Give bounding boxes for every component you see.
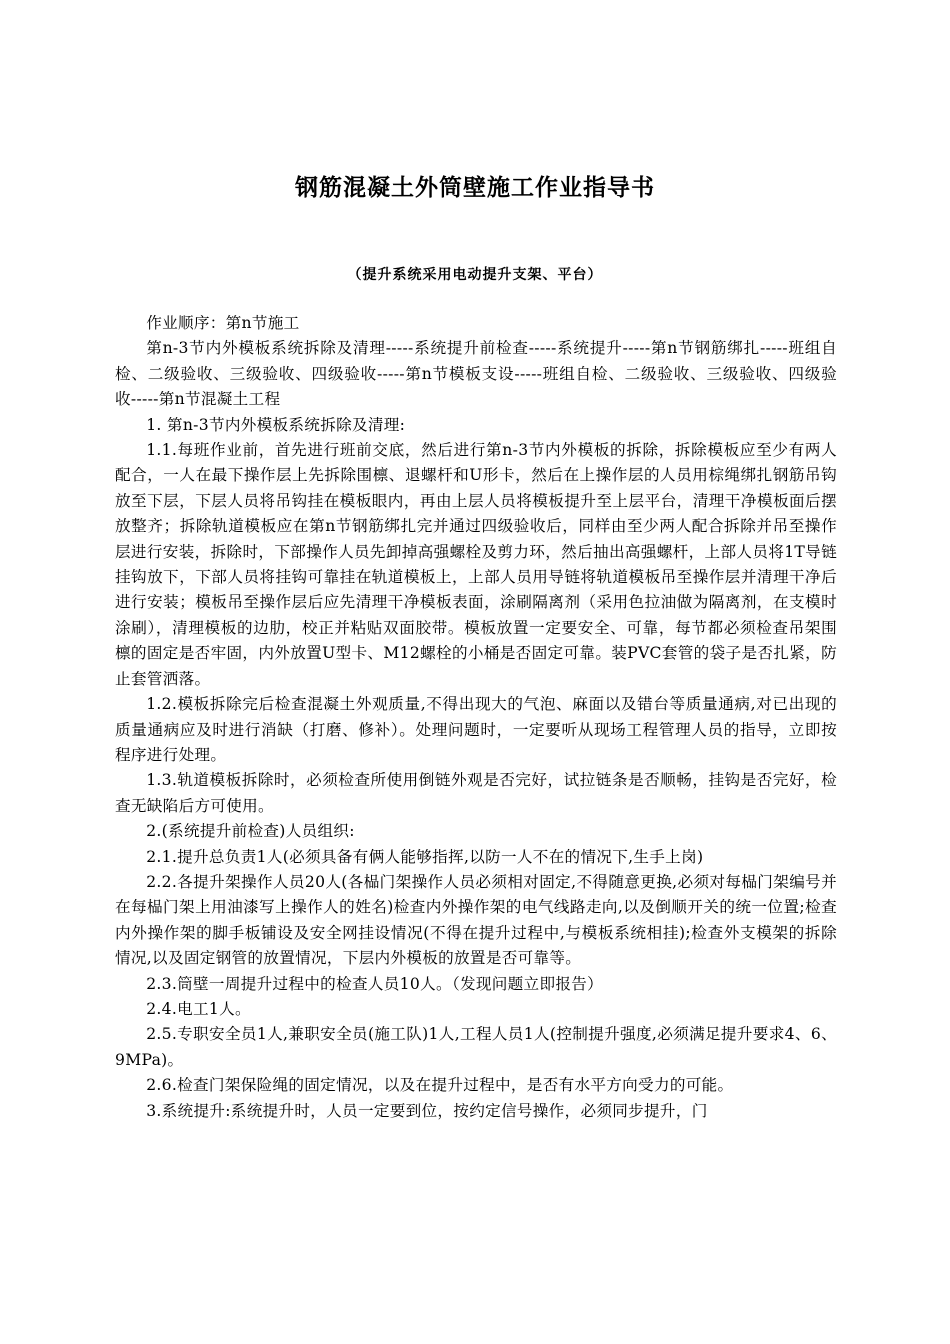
paragraph-2-4: 2.4.电工1人。 [146,999,251,1018]
paragraph-sequence-label: 作业顺序：第n节施工 [146,314,300,332]
paragraph-2-1: 2.1.提升总负责1人(必须具备有俩人能够指挥,以防一人不在的情况下,生手上岗) [146,847,704,866]
paragraph-1-1: 1.1.每班作业前，首先进行班前交底，然后进行第n-3节内外模板的拆除，拆除模板应至少有两人配合，一人在最下操作层上先拆除围檩、退螺杆和U形卡，然后在上操作层的人员用棕绳绑扎钢筋吊钩放至下层，下层人员将吊钩挂在模板眼内，再由上层人员将模板提升至上层平台，清理干净模板面后摆放整齐；拆除轨道模板应在第n节钢筋绑扎完并通过四级验收后，同样由至少两人配合拆除并吊至操作层进行安装，拆除时，下部操作人员先卸掉高强螺栓及剪力环，然后抽出高强螺杆，上部人员将1T导链挂钩放下，下部人员将挂钩可靠挂在轨道模板上，上部人员用导链将轨道模板吊至操作层并清理干净后进行安装；模板吊至操作层后应先清理干净模板表面，涂刷隔离剂（采用色拉油做为隔离剂，在支模时涂刷），清理模板的边肋，校正并粘贴双面胶带。模板放置一定要安全、可靠，每节都必须检查吊架围檩的固定是否牢固，内外放置U型卡、M12螺栓的小桶是否固定可靠。装PVC套管的袋子是否扎紧，防止套管洒落。 [115,441,837,688]
document-title: 钢筋混凝土外筒壁施工作业指导书 [295,174,655,201]
paragraph-1-3: 1.3.轨道模板拆除时，必须检查所使用倒链外观是否完好，试拉链条是否顺畅，挂钩是否完好，检查无缺陷后方可使用。 [115,771,837,815]
document-body [115,311,837,1124]
paragraph-2-6: 2.6.检查门架保险绳的固定情况，以及在提升过程中，是否有水平方向受力的可能。 [146,1076,734,1095]
paragraph-section-1-heading: 1. 第n-3节内外模板系统拆除及清理: [146,415,406,434]
paragraph-section-2-heading: 2.(系统提升前检查)人员组织: [146,822,355,841]
paragraph-section-3: 3.系统提升:系统提升时，人员一定要到位，按约定信号操作，必须同步提升，门 [146,1101,708,1120]
paragraph-sequence-steps: 第n-3节内外模板系统拆除及清理-----系统提升前检查-----系统提升-----第n节钢筋绑扎-----班组自检、二级验收、三级验收、四级验收-----第n节模板支设-----班组自检、二级验收、三级验收、四级验收-----第n节混凝土工程 [115,339,837,409]
paragraph-2-2: 2.2.各提升架操作人员20人(各榀门架操作人员必须相对固定,不得随意更换,必须对每榀门架编号并在每榀门架上用油漆写上操作人的姓名)检查内外操作架的电气线路走向,以及倒顺开关的统一位置;检查内外操作架的脚手板铺设及安全网挂设情况(不得在提升过程中,与模板系统相挂);检查外支模架的拆除情况,以及固定钢管的放置情况，下层内外模板的放置是否可靠等。 [115,872,837,968]
paragraph-1-2: 1.2.模板拆除完后检查混凝土外观质量,不得出现大的气泡、麻面以及错台等质量通病,对已出现的质量通病应及时进行消缺（打磨、修补）。处理问题时，一定要听从现场工程管理人员的指导，立即按程序进行处理。 [115,695,837,764]
paragraph-2-5: 2.5.专职安全员1人,兼职安全员(施工队)1人,工程人员1人(控制提升强度,必须满足提升要求4、6、9MPa)。 [115,1025,837,1069]
paragraph-2-3: 2.3.筒壁一周提升过程中的检查人员10人。（发现问题立即报告） [146,974,604,993]
document-subtitle: （提升系统采用电动提升支架、平台） [347,267,603,283]
